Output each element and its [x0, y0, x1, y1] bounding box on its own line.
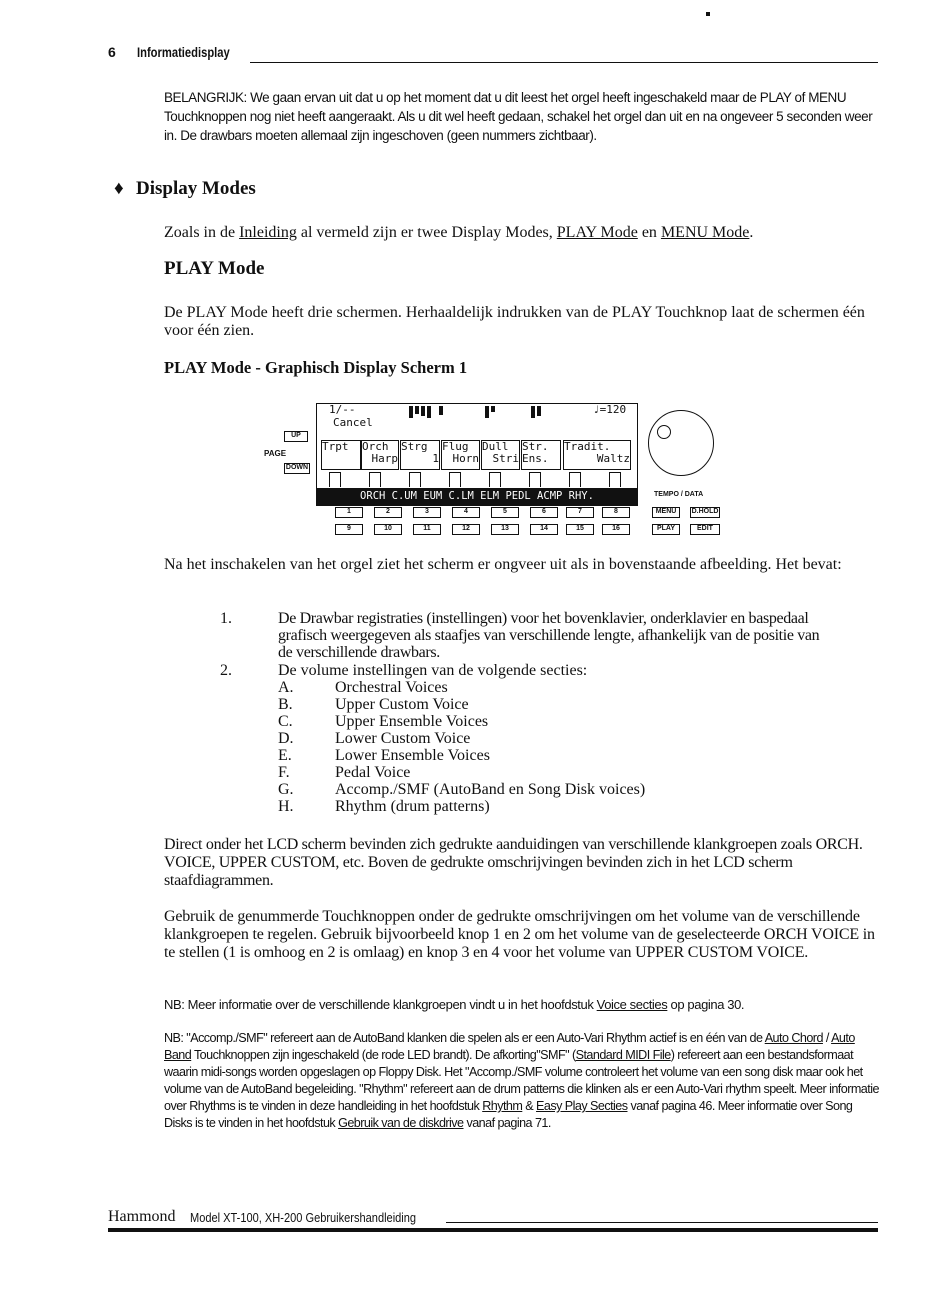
drawbar — [537, 406, 541, 416]
voice-top: Str. — [522, 440, 549, 453]
text: NB: Meer informatie over de verschillende klankgroepen vindt u in het hoofdstuk — [164, 997, 597, 1012]
page-number: 6 — [108, 44, 116, 60]
touch-button-7[interactable]: 7 — [566, 507, 594, 518]
voice-box-3 — [400, 440, 440, 470]
sub-item: Upper Custom Voice — [335, 696, 469, 713]
list-number-1: 1. — [220, 610, 232, 627]
sub-letter: A. — [278, 679, 294, 696]
volume-bar — [409, 472, 421, 487]
touch-button-16[interactable]: 16 — [602, 524, 630, 535]
text: / — [822, 1031, 832, 1045]
sub-item: Upper Ensemble Voices — [335, 713, 489, 730]
text: Zoals in de — [164, 224, 240, 241]
link-easy-play-secties[interactable]: Easy Play Secties — [536, 1099, 628, 1113]
touch-button-5[interactable]: 5 — [491, 507, 519, 518]
text: op pagina 30. — [667, 997, 745, 1012]
sub-letter: D. — [278, 730, 294, 747]
sub-item: Rhythm (drum patterns) — [335, 798, 490, 815]
voice-bottom: Waltz — [596, 452, 630, 465]
list-item-1 — [278, 610, 882, 661]
list-item-2: De volume instellingen van de volgende secties: — [278, 662, 588, 679]
volume-bar — [329, 472, 341, 487]
lcd-line-2: Cancel — [333, 416, 373, 429]
sub-item: Accomp./SMF (AutoBand en Song Disk voices) — [335, 781, 646, 798]
link-auto-band[interactable]: Auto Band — [164, 1031, 855, 1062]
play-mode-heading: PLAY Mode — [164, 258, 265, 279]
link-menu-mode[interactable]: MENU Mode — [660, 224, 750, 241]
touch-button-2[interactable]: 2 — [374, 507, 402, 518]
edit-button[interactable]: EDIT — [690, 524, 720, 535]
voice-bottom: Horn — [452, 452, 479, 465]
footer-rule-thick — [108, 1228, 878, 1232]
drawbar — [485, 406, 489, 418]
volume-bar — [489, 472, 501, 487]
tempo-data-knob[interactable] — [648, 410, 714, 476]
voice-top: Orch — [362, 440, 389, 453]
link-gebruik-diskdrive[interactable]: Gebruik van de diskdrive — [338, 1116, 464, 1130]
sub-letter: B. — [278, 696, 293, 713]
footer-model: Model XT-100, XH-200 Gebruikershandleiding — [190, 1210, 417, 1225]
dhold-button[interactable]: D.HOLD — [690, 507, 720, 518]
link-auto-chord[interactable]: Auto Chord — [764, 1031, 823, 1045]
voice-bottom: Stri — [492, 452, 519, 465]
drawbar — [531, 406, 535, 418]
display-modes-paragraph — [164, 224, 880, 242]
touch-button-11[interactable]: 11 — [413, 524, 441, 535]
section-title: Informatiedisplay — [137, 44, 230, 60]
link-voice-secties[interactable]: Voice secties — [596, 997, 668, 1012]
gebruik-paragraph: Gebruik de genummerde Touchknoppen onder de gedrukte omschrijvingen om het volume van de verschillende klankgroepen te regelen. Gebruik bijvoorbeeld knop 1 en 2 om het volume van de geselecteerde ORCH VOICE in te stellen (1 is omhoog en 2 is omlaag) en knop 3 en 4 voor het volume van UPPER CUSTOM VOICE. — [164, 908, 875, 961]
text: NB: "Accomp./SMF" refereert aan de AutoBand klanken die spelen als er een Auto-Vari Rhythm actief is en één van de — [164, 1031, 765, 1045]
touch-button-6[interactable]: 6 — [530, 507, 558, 518]
text: & — [522, 1099, 537, 1113]
menu-button[interactable]: MENU — [652, 507, 680, 518]
voice-top: Flug — [442, 440, 469, 453]
voice-top: Dull — [482, 440, 509, 453]
list-item-1-line: grafisch weergegeven als staafjes van verschillende lengte, afhankelijk van de positie van — [278, 627, 820, 644]
voice-box-4 — [441, 440, 480, 470]
text: ) refereert aan een bestandsformaat waarin midi-songs worden opgeslagen op Floppy Disk. Het "Accomp./SMF volume controleert het volume van een song disk maar ook het volume van de AutoBand begeleiding. "Rhythm" refereert aan de drum patterns die klinken als er een Auto-Vari rhythm speelt. Meer informatie over Rhythms is te vinden in deze handleiding in het hoofdstuk — [164, 1048, 879, 1113]
nb-note-1 — [164, 996, 880, 1013]
footer-rule — [446, 1222, 878, 1223]
sub-item: Lower Ensemble Voices — [335, 747, 490, 764]
volume-bar — [609, 472, 621, 487]
header-rule — [250, 62, 878, 63]
list-item-1-line: de verschillende drawbars. — [278, 644, 440, 661]
link-standard-midi-file[interactable]: Standard MIDI File — [575, 1048, 671, 1062]
sub-item: Lower Custom Voice — [335, 730, 471, 747]
touch-button-9[interactable]: 9 — [335, 524, 363, 535]
page-up-button[interactable]: UP — [284, 431, 308, 442]
knob-indicator-icon — [657, 425, 671, 439]
touch-button-13[interactable]: 13 — [491, 524, 519, 535]
nb-note-2 — [164, 1030, 880, 1132]
drawbar — [421, 406, 425, 416]
voice-top: Trpt — [322, 440, 349, 453]
voice-box-2 — [361, 440, 399, 470]
sub-texts — [335, 679, 645, 815]
voice-box-7 — [563, 440, 631, 470]
text: al vermeld zijn er twee Display Modes, — [296, 224, 557, 241]
sub-letter: H. — [278, 798, 294, 815]
volume-bar — [569, 472, 581, 487]
touch-button-14[interactable]: 14 — [530, 524, 558, 535]
list-number-2: 2. — [220, 662, 232, 679]
drawbar — [491, 406, 495, 412]
touch-button-4[interactable]: 4 — [452, 507, 480, 518]
lcd-screen — [316, 403, 638, 506]
voice-top: Strg — [401, 440, 428, 453]
sub-letter: C. — [278, 713, 293, 730]
voice-bottom: Ens. — [522, 452, 549, 465]
voice-box-5 — [481, 440, 520, 470]
sub-letter: E. — [278, 747, 292, 764]
lcd-line-1: 1/-- — [329, 403, 356, 416]
text: en — [637, 224, 661, 241]
volume-bar — [529, 472, 541, 487]
sub-item: Orchestral Voices — [335, 679, 448, 696]
touch-button-8[interactable]: 8 — [602, 507, 630, 518]
list-item-1-line: De Drawbar registraties (instellingen) voor het bovenklavier, onderklavier en baspedaal — [278, 610, 809, 627]
drawbar — [427, 406, 431, 418]
direct-paragraph: Direct onder het LCD scherm bevinden zich gedrukte aanduidingen van verschillende klankgroepen zoals ORCH. VOICE, UPPER CUSTOM, etc. Boven de gedrukte omschrijvingen bevinden zich in het LCD scherm staafdiagrammen. — [164, 836, 863, 889]
text: . — [749, 224, 754, 241]
display-modes-heading: Display Modes — [136, 178, 256, 199]
volume-bar — [449, 472, 461, 487]
voice-top: Tradit. — [564, 440, 611, 453]
voice-box-6 — [521, 440, 561, 470]
page-down-button[interactable]: DOWN — [284, 463, 310, 474]
sub-item: Pedal Voice — [335, 764, 411, 781]
footer-brand: Hammond — [108, 1208, 176, 1225]
play-mode-subheading: PLAY Mode - Graphisch Display Scherm 1 — [164, 358, 468, 377]
voice-bottom: 1 — [432, 452, 439, 465]
intro-paragraph: BELANGRIJK: We gaan ervan uit dat u op het moment dat u dit leest het orgel heeft ingeschakeld maar de PLAY of MENU Touchknoppen nog niet heeft aangeraakt. Als u dit wel heeft gedaan, schakel het orgel dan uit en na ongeveer 5 seconden weer in. De drawbars moeten allemaal zijn ingeschoven (geen nummers zichtbaar). — [164, 90, 873, 143]
voice-bottom: Harp — [371, 452, 398, 465]
sub-letter: F. — [278, 764, 290, 781]
after-panel-paragraph: Na het inschakelen van het orgel ziet het scherm er ongveer uit als in bovenstaande afbeelding. Het bevat: — [164, 556, 842, 573]
speck — [706, 12, 710, 16]
text: vanaf pagina 71. — [463, 1116, 551, 1130]
link-play-mode[interactable]: PLAY Mode — [556, 224, 638, 241]
link-inleiding[interactable]: Inleiding — [239, 224, 297, 241]
control-panel — [260, 400, 730, 542]
text: Touchknoppen zijn ingeschakeld (de rode LED brandt). De afkorting"SMF" ( — [191, 1048, 576, 1062]
touch-button-15[interactable]: 15 — [566, 524, 594, 535]
drawbar — [415, 406, 419, 414]
touch-button-3[interactable]: 3 — [413, 507, 441, 518]
text: vanaf pagina 46. Meer informatie over Song Disks is te vinden in het hoofdstuk — [164, 1099, 853, 1130]
page-label: PAGE — [264, 449, 287, 458]
touch-button-10[interactable]: 10 — [374, 524, 402, 535]
section-labels-strip: ORCH C.UM EUM C.LM ELM PEDL ACMP RHY. — [317, 488, 637, 505]
play-button[interactable]: PLAY — [652, 524, 680, 535]
drawbar — [409, 406, 413, 418]
lcd-tempo: ♩=120 — [593, 403, 627, 416]
drawbar — [439, 406, 443, 415]
sub-letters — [278, 679, 294, 815]
voice-box-1 — [321, 440, 361, 470]
sub-letter: G. — [278, 781, 294, 798]
touch-button-1[interactable]: 1 — [335, 507, 363, 518]
volume-bar — [369, 472, 381, 487]
play-mode-paragraph: De PLAY Mode heeft drie schermen. Herhaaldelijk indrukken van de PLAY Touchknop laat de schermen één voor één zien. — [164, 304, 865, 339]
link-rhythm[interactable]: Rhythm — [482, 1099, 523, 1113]
touch-button-12[interactable]: 12 — [452, 524, 480, 535]
tempo-data-label: TEMPO / DATA — [654, 491, 704, 498]
bullet-icon: ♦ — [114, 178, 124, 199]
